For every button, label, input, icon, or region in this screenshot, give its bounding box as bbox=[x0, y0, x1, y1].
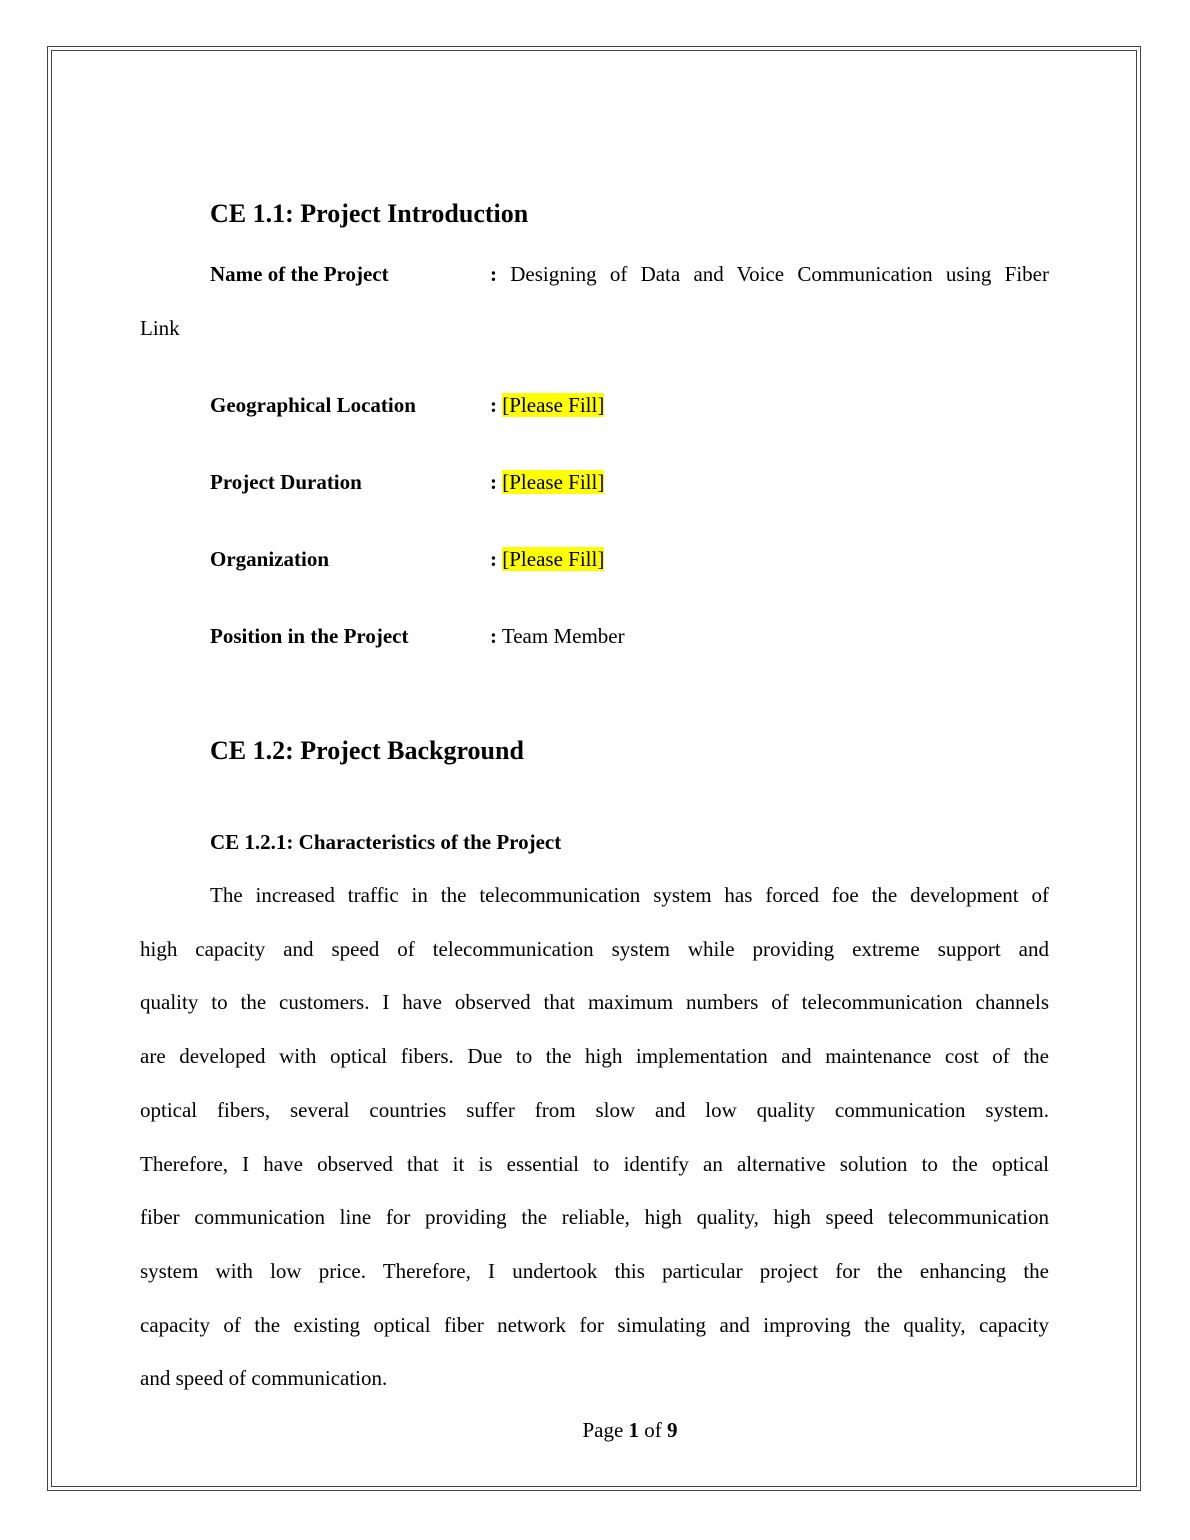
colon: : bbox=[490, 547, 497, 571]
paragraph-line: capacity of the existing optical fiber network for simulating and improving the quality, capacity bbox=[140, 1313, 1049, 1337]
field-label-organization: Organization bbox=[210, 547, 329, 571]
paragraph-line: Therefore, I have observed that it is essential to identify an alternative solution to the optical bbox=[140, 1152, 1049, 1176]
placeholder-highlight: [Please Fill] bbox=[502, 470, 605, 494]
section-heading-introduction: CE 1.1: Project Introduction bbox=[210, 199, 529, 228]
paragraph-line: system with low price. Therefore, I undertook this particular project for the enhancing the bbox=[140, 1259, 1049, 1283]
paragraph-line: and speed of communication. bbox=[140, 1366, 388, 1390]
position-value: Team Member bbox=[501, 624, 625, 648]
field-value-position bbox=[490, 623, 625, 649]
current-page-number: 1 bbox=[628, 1418, 640, 1442]
field-value-organization bbox=[490, 546, 604, 572]
page-number-footer bbox=[0, 1417, 1190, 1443]
footer-prefix: Page bbox=[582, 1418, 624, 1442]
colon: : bbox=[490, 393, 497, 417]
project-name-line2: Link bbox=[140, 316, 180, 340]
paragraph-line: are developed with optical fibers. Due to the high implementation and maintenance cost of the bbox=[140, 1044, 1049, 1068]
project-name-line1: Designing of Data and Voice Communication using Fiber bbox=[510, 262, 1049, 286]
paragraph-line: high capacity and speed of telecommunication system while providing extreme support and bbox=[140, 937, 1049, 961]
field-label-location: Geographical Location bbox=[210, 393, 416, 417]
paragraph-line: optical fibers, several countries suffer from slow and low quality communication system. bbox=[140, 1098, 1049, 1122]
field-value-location bbox=[490, 392, 604, 418]
field-label-project-name: Name of the Project bbox=[210, 262, 389, 286]
footer-of: of bbox=[644, 1418, 662, 1442]
colon: : bbox=[490, 262, 497, 286]
placeholder-highlight: [Please Fill] bbox=[502, 547, 605, 571]
colon: : bbox=[490, 470, 497, 494]
field-value-project-name bbox=[490, 261, 1049, 287]
placeholder-highlight: [Please Fill] bbox=[502, 393, 605, 417]
field-label-duration: Project Duration bbox=[210, 470, 362, 494]
subsection-heading-characteristics: CE 1.2.1: Characteristics of the Project bbox=[210, 830, 562, 854]
total-page-count: 9 bbox=[667, 1418, 678, 1442]
paragraph-line: The increased traffic in the telecommunication system has forced foe the development of bbox=[210, 883, 1049, 907]
field-label-position: Position in the Project bbox=[210, 624, 409, 648]
paragraph-line: fiber communication line for providing the reliable, high quality, high speed telecommunication bbox=[140, 1205, 1049, 1229]
section-heading-background: CE 1.2: Project Background bbox=[210, 736, 524, 765]
field-value-duration bbox=[490, 469, 604, 495]
colon: : bbox=[490, 624, 497, 648]
paragraph-line: quality to the customers. I have observed that maximum numbers of telecommunication channels bbox=[140, 990, 1049, 1014]
